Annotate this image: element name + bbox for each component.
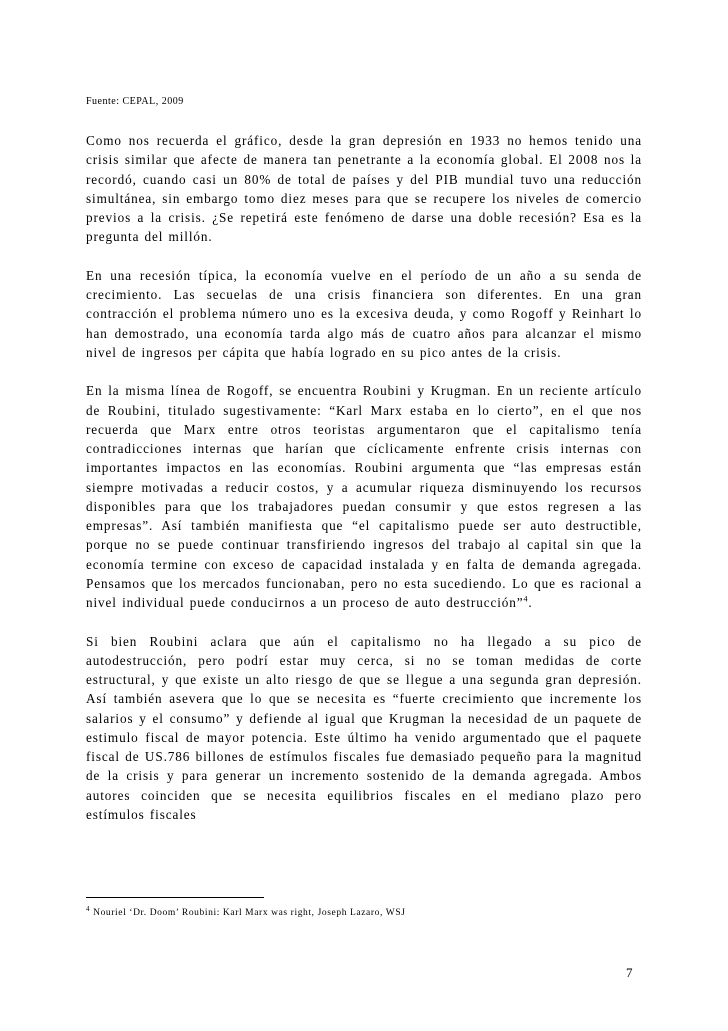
paragraph-4-text: Si bien Roubini aclara que aún el capitalismo no ha llegado a su pico de autodestrucción, pero podrí estar muy cerca, si no se toman medidas de corte estructural, y que existe un alto riesgo de que se llegue a una segunda gran depresión. Así también asevera que lo que se necesita es “fuerte crecimiento que incremente los salarios y el consumo” y defiende al igual que Krugman la necesidad de un paquete de estimulo fiscal de mayor potencia. Este último ha venido argumentado que el paquete fiscal de US.786 billones de estímulos fiscales fue demasiado pequeño para la magnitud de la crisis y para generar un incremento sostenido de la demanda agregada. Ambos autores coinciden que se necesita equilibrios fiscales en el mediano plazo pero estímulos fiscales: [86, 633, 642, 822]
paragraph-4: [86, 632, 642, 825]
paragraph-2-text: En una recesión típica, la economía vuelve en el período de un año a su senda de crecimiento. Las secuelas de una crisis financiera son diferentes. En una gran contracción el problema número uno es la excesiva deuda, y como Rogoff y Reinhart lo han demostrado, una economía tarda algo más de cuatro años para alcanzar el mismo nivel de ingresos per cápita que había logrado en su pico antes de la crisis.: [86, 267, 642, 360]
footnote-number: 4: [86, 904, 91, 913]
footnote-separator: [86, 897, 264, 898]
footnote-reference[interactable]: 4: [523, 594, 529, 604]
paragraph-3-text: En la misma línea de Rogoff, se encuentra Roubini y Krugman. En un reciente artículo de Roubini, titulado sugestivamente: “Karl Marx estaba en lo cierto”, en el que nos recuerda que Marx entre otros teoristas argumentaron que el capitalismo tenía contradicciones internas que harían que cíclicamente enfrente crisis internas con importantes impactos en las economías. Roubini argumenta que “las empresas están siempre motivadas a reducir costos, y a acumular riqueza disminuyendo los recursos disponibles para que los trabajadores puedan consumir y que estos regresen a las empresas”. Así también manifiesta que “el capitalismo puede ser auto destructible, porque no se puede continuar transfiriendo ingresos del trabajo al capital sin que la economía termine con exceso de capacidad instalada y en falta de demanda agregada. Pensamos que los mercados funcionaban, pero no esta sucediendo. Lo que es racional a nivel individual puede conducirnos a un proceso de auto destrucción”: [86, 383, 642, 610]
paragraph-3-end: .: [528, 595, 533, 610]
body-text: [86, 131, 642, 843]
paragraph-2: [86, 266, 642, 362]
figure-source-caption: Fuente: CEPAL, 2009: [86, 96, 184, 107]
footnote-text: Nouriel ‘Dr. Doom’ Roubini: Karl Marx was right, Joseph Lazaro, WSJ: [93, 908, 406, 918]
footnote: [86, 904, 406, 918]
paragraph-1: [86, 131, 642, 247]
paragraph-3: [86, 381, 642, 612]
paragraph-1-text: Como nos recuerda el gráfico, desde la gran depresión en 1933 no hemos tenido una crisis similar que afecte de manera tan penetrante a la economía global. El 2008 nos la recordó, cuando casi un 80% de total de países y del PIB mundial tuvo una reducción simultánea, sin embargo tomo diez meses para que se recupere los niveles de comercio previos a la crisis. ¿Se repetirá este fenómeno de darse una doble recesión? Esa es la pregunta del millón.: [86, 133, 642, 245]
page-number: 7: [626, 965, 633, 980]
